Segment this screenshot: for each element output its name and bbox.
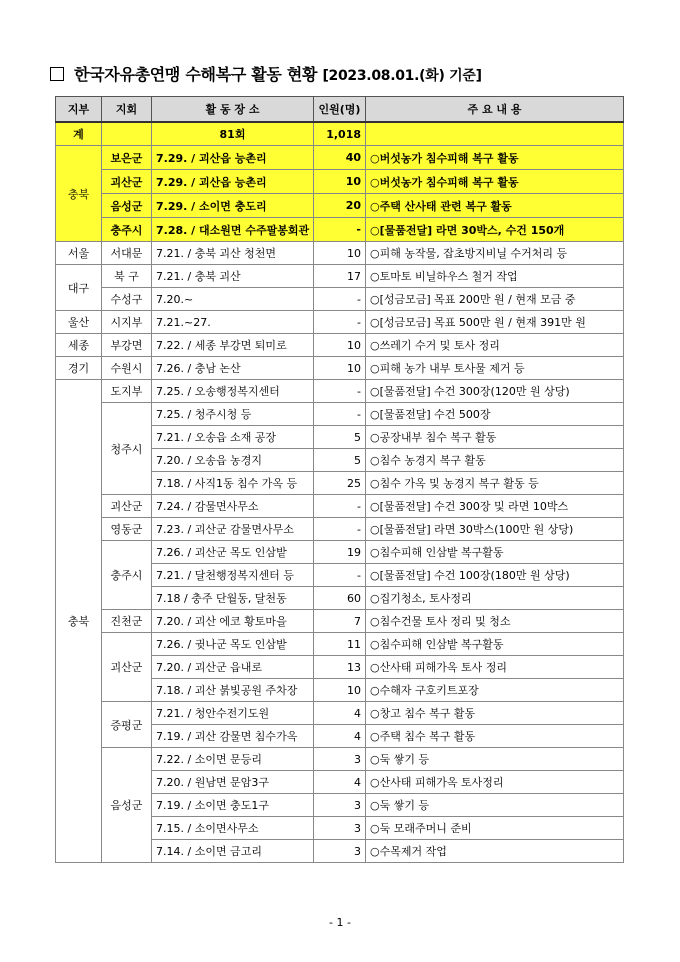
region-cell: 충북 — [56, 146, 102, 242]
place-cell: 7.23. / 괴산군 감물면사무소 — [152, 518, 314, 541]
place-cell: 7.20. / 원남면 문암3구 — [152, 771, 314, 794]
place-cell: 7.26. / 귓나군 목도 인삼밭 — [152, 633, 314, 656]
content-cell: ○[성금모금] 목표 500만 원 / 현재 391만 원 — [366, 311, 624, 334]
content-cell: ○버섯농가 침수피해 복구 활동 — [366, 170, 624, 194]
header-place: 활 동 장 소 — [152, 97, 314, 123]
content-cell: ○주택 산사태 관련 복구 활동 — [366, 194, 624, 218]
people-cell: 4 — [314, 702, 366, 725]
content-cell: ○주택 침수 복구 활동 — [366, 725, 624, 748]
place-cell: 7.26. / 충남 논산 — [152, 357, 314, 380]
place-cell: 7.21. / 오송읍 소재 공장 — [152, 426, 314, 449]
content-cell: ○침수피해 인삼밭 복구활동 — [366, 541, 624, 564]
region-cell: 경기 — [56, 357, 102, 380]
table-row — [56, 357, 624, 380]
branch-cell: 도지부 — [102, 380, 152, 403]
checkbox-icon — [50, 67, 64, 81]
place-cell: 7.28. / 대소원면 수주팔봉회관 — [152, 218, 314, 242]
table-row — [56, 265, 624, 288]
content-cell: ○수해자 구호키트포장 — [366, 679, 624, 702]
branch-cell: 북 구 — [102, 265, 152, 288]
table-row — [56, 380, 624, 403]
branch-cell: 진천군 — [102, 610, 152, 633]
place-cell: 7.20.~ — [152, 288, 314, 311]
page-number: - 1 - — [329, 916, 351, 929]
content-cell: ○토마토 비닐하우스 철거 작업 — [366, 265, 624, 288]
people-cell: 4 — [314, 725, 366, 748]
content-cell: ○[물품전달] 수건 100장(180만 원 상당) — [366, 564, 624, 587]
content-cell: ○수목제거 작업 — [366, 840, 624, 863]
people-cell: 10 — [314, 242, 366, 265]
content-cell: ○[물품전달] 수건 300장(120만 원 상당) — [366, 380, 624, 403]
place-cell: 7.19. / 괴산 감물면 침수가옥 — [152, 725, 314, 748]
place-cell: 7.18 / 충주 단월동, 달천동 — [152, 587, 314, 610]
branch-cell: 증평군 — [102, 702, 152, 748]
people-cell: 3 — [314, 748, 366, 771]
people-cell: 3 — [314, 794, 366, 817]
branch-cell: 수원시 — [102, 357, 152, 380]
total-place: 81회 — [152, 122, 314, 146]
people-cell: 5 — [314, 426, 366, 449]
branch-cell: 부강면 — [102, 334, 152, 357]
place-cell: 7.25. / 오송행정복지센터 — [152, 380, 314, 403]
people-cell: 25 — [314, 472, 366, 495]
place-cell: 7.21. / 청안수전기도원 — [152, 702, 314, 725]
content-cell: ○피해 농작물, 잡초방지비닐 수거처리 등 — [366, 242, 624, 265]
branch-cell: 영동군 — [102, 518, 152, 541]
branch-cell: 청주시 — [102, 403, 152, 495]
total-people: 1,018 — [314, 122, 366, 146]
region-cell: 대구 — [56, 265, 102, 311]
people-cell: 13 — [314, 656, 366, 679]
header-region: 지부 — [56, 97, 102, 123]
table-row — [56, 610, 624, 633]
branch-cell: 괴산군 — [102, 170, 152, 194]
region-cell: 울산 — [56, 311, 102, 334]
place-cell: 7.29. / 괴산읍 능촌리 — [152, 146, 314, 170]
content-cell: ○둑 쌓기 등 — [366, 748, 624, 771]
content-cell: ○집기청소, 토사정리 — [366, 587, 624, 610]
people-cell: - — [314, 218, 366, 242]
people-cell: 4 — [314, 771, 366, 794]
place-cell: 7.21.~27. — [152, 311, 314, 334]
place-cell: 7.21. / 충북 괴산 — [152, 265, 314, 288]
branch-cell: 충주시 — [102, 541, 152, 610]
branch-cell: 음성군 — [102, 748, 152, 863]
people-cell: 17 — [314, 265, 366, 288]
place-cell: 7.29. / 소이면 충도리 — [152, 194, 314, 218]
content-cell: ○버섯농가 침수피해 복구 활동 — [366, 146, 624, 170]
table-row — [56, 334, 624, 357]
table-header-row — [56, 97, 624, 123]
people-cell: 7 — [314, 610, 366, 633]
place-cell: 7.18. / 괴산 붉빛공원 주차장 — [152, 679, 314, 702]
region-cell: 세종 — [56, 334, 102, 357]
table-row — [56, 403, 624, 426]
people-cell: - — [314, 495, 366, 518]
people-cell: 20 — [314, 194, 366, 218]
people-cell: 60 — [314, 587, 366, 610]
place-cell: 7.20. / 괴산군 읍내로 — [152, 656, 314, 679]
place-cell: 7.20. / 오송읍 농경지 — [152, 449, 314, 472]
content-cell: ○[성금모금] 목표 200만 원 / 현재 모금 중 — [366, 288, 624, 311]
table-row — [56, 748, 624, 771]
content-cell: ○[물품전달] 수건 500장 — [366, 403, 624, 426]
content-cell: ○피해 농가 내부 토사물 제거 등 — [366, 357, 624, 380]
place-cell: 7.15. / 소이면사무소 — [152, 817, 314, 840]
table-row — [56, 218, 624, 242]
content-cell: ○산사태 피해가옥 토사 정리 — [366, 656, 624, 679]
table-row — [56, 288, 624, 311]
people-cell: 40 — [314, 146, 366, 170]
people-cell: - — [314, 311, 366, 334]
people-cell: - — [314, 564, 366, 587]
content-cell: ○산사태 피해가옥 토사정리 — [366, 771, 624, 794]
branch-cell: 시지부 — [102, 311, 152, 334]
table-row — [56, 146, 624, 170]
people-cell: 11 — [314, 633, 366, 656]
branch-cell: 충주시 — [102, 218, 152, 242]
content-cell: ○침수건물 토사 정리 및 청소 — [366, 610, 624, 633]
total-label: 계 — [56, 122, 102, 146]
place-cell: 7.29. / 괴산읍 능촌리 — [152, 170, 314, 194]
content-cell: ○침수 농경지 복구 활동 — [366, 449, 624, 472]
place-cell: 7.20. / 괴산 에코 황토마을 — [152, 610, 314, 633]
content-cell: ○쓰레기 수거 및 토사 정리 — [366, 334, 624, 357]
content-cell: ○[물품전달] 라면 30박스, 수건 150개 — [366, 218, 624, 242]
people-cell: 10 — [314, 679, 366, 702]
content-cell: ○둑 쌓기 등 — [366, 794, 624, 817]
title-text: 한국자유총연맹 수해복구 활동 현황 — [74, 65, 318, 84]
people-cell: 19 — [314, 541, 366, 564]
people-cell: 3 — [314, 840, 366, 863]
table-row — [56, 702, 624, 725]
table-row — [56, 170, 624, 194]
table-row — [56, 495, 624, 518]
people-cell: - — [314, 380, 366, 403]
place-cell: 7.19. / 소이면 충도1구 — [152, 794, 314, 817]
place-cell: 7.18. / 사직1동 침수 가옥 등 — [152, 472, 314, 495]
place-cell: 7.21. / 달천행정복지센터 등 — [152, 564, 314, 587]
people-cell: 5 — [314, 449, 366, 472]
place-cell: 7.22. / 세종 부강면 퇴미로 — [152, 334, 314, 357]
table-row — [56, 518, 624, 541]
place-cell: 7.14. / 소이면 금고리 — [152, 840, 314, 863]
branch-cell: 수성구 — [102, 288, 152, 311]
place-cell: 7.22. / 소이면 문등리 — [152, 748, 314, 771]
content-cell: ○[물품전달] 라면 30박스(100만 원 상당) — [366, 518, 624, 541]
table-row — [56, 194, 624, 218]
table-row — [56, 242, 624, 265]
branch-cell: 음성군 — [102, 194, 152, 218]
place-cell: 7.25. / 청주시청 등 — [152, 403, 314, 426]
branch-cell: 보은군 — [102, 146, 152, 170]
branch-cell: 서대문 — [102, 242, 152, 265]
table-row — [56, 541, 624, 564]
content-cell: ○[물품전달] 수건 300장 및 라면 10박스 — [366, 495, 624, 518]
people-cell: - — [314, 518, 366, 541]
document-title — [50, 62, 482, 85]
content-cell: ○둑 모래주머니 준비 — [366, 817, 624, 840]
content-cell: ○공장내부 침수 복구 활동 — [366, 426, 624, 449]
branch-cell: 괴산군 — [102, 633, 152, 702]
people-cell: 10 — [314, 357, 366, 380]
place-cell: 7.21. / 충북 괴산 청천면 — [152, 242, 314, 265]
people-cell: 10 — [314, 170, 366, 194]
region-cell: 서울 — [56, 242, 102, 265]
branch-cell: 괴산군 — [102, 495, 152, 518]
total-row — [56, 122, 624, 146]
people-cell: 3 — [314, 817, 366, 840]
place-cell: 7.24. / 감물면사무소 — [152, 495, 314, 518]
table-row — [56, 311, 624, 334]
region-cell: 충북 — [56, 380, 102, 863]
title-date: [2023.08.01.(화) 기준] — [322, 68, 482, 84]
activity-table — [55, 96, 624, 863]
content-cell: ○침수피해 인삼밭 복구활동 — [366, 633, 624, 656]
header-content: 주 요 내 용 — [366, 97, 624, 123]
header-branch: 지회 — [102, 97, 152, 123]
content-cell: ○창고 침수 복구 활동 — [366, 702, 624, 725]
table-row — [56, 633, 624, 656]
header-people: 인원(명) — [314, 97, 366, 123]
people-cell: 10 — [314, 334, 366, 357]
place-cell: 7.26. / 괴산군 목도 인삼밭 — [152, 541, 314, 564]
people-cell: - — [314, 403, 366, 426]
content-cell: ○침수 가옥 및 농경지 복구 활동 등 — [366, 472, 624, 495]
people-cell: - — [314, 288, 366, 311]
